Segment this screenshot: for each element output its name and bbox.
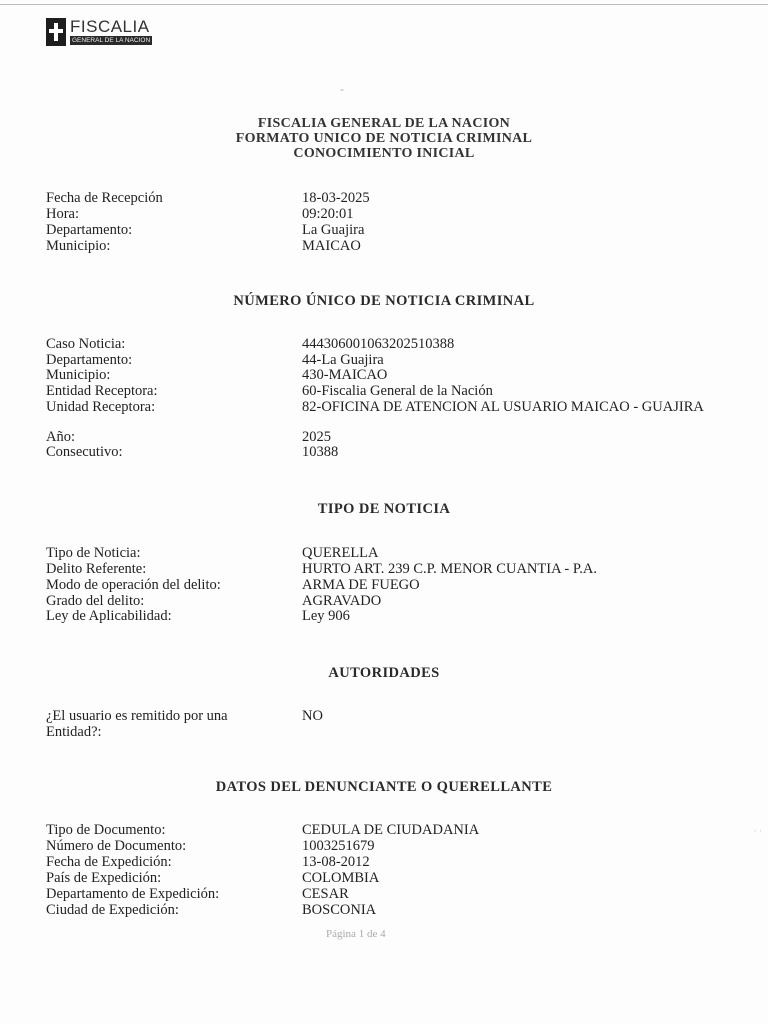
field-value: La Guajira	[302, 222, 365, 238]
field-label: Año:	[46, 429, 75, 445]
field-value: 60-Fiscalia General de la Nación	[302, 383, 493, 399]
field-value: QUERELLA	[302, 545, 379, 561]
field-value: 10388	[302, 444, 339, 460]
fiscalia-logo	[46, 18, 152, 46]
field-label: Modo de operación del delito:	[46, 577, 221, 593]
header-line-2: FORMATO UNICO DE NOTICIA CRIMINAL	[235, 131, 533, 146]
field-value: 09:20:01	[302, 206, 354, 222]
field-value: COLOMBIA	[302, 870, 380, 886]
field-value: 44-La Guajira	[302, 352, 384, 368]
logo-name: FISCALIA	[70, 17, 150, 36]
field-label: Municipio:	[46, 367, 111, 383]
field-label: Fecha de Recepción	[46, 190, 163, 206]
field-value: 444306001063202510388	[302, 336, 455, 352]
field-label: Departamento de Expedición:	[46, 886, 220, 902]
field-label: Tipo de Documento:	[46, 822, 166, 838]
field-label: Número de Documento:	[46, 838, 187, 854]
header-mark: -	[340, 82, 344, 96]
section-title-tipo-noticia: TIPO DE NOTICIA	[317, 501, 451, 517]
document-header	[0, 116, 768, 161]
field-value: HURTO ART. 239 C.P. MENOR CUANTIA - P.A.	[302, 561, 598, 577]
field-label: Municipio:	[46, 238, 111, 254]
field-value: BOSCONIA	[302, 902, 377, 918]
field-value: AGRAVADO	[302, 593, 382, 609]
field-value: MAICAO	[302, 238, 361, 254]
field-value: CESAR	[302, 886, 349, 902]
field-label: Hora:	[46, 206, 80, 222]
section-title-denunciante: DATOS DEL DENUNCIANTE O QUERELLANTE	[215, 779, 553, 795]
field-label: Consecutivo:	[46, 444, 123, 460]
field-value: 430-MAICAO	[302, 367, 388, 383]
field-label: Departamento:	[46, 222, 133, 238]
field-label: Departamento:	[46, 352, 133, 368]
field-value: Ley 906	[302, 608, 350, 624]
page-footer: Página 1 de 4	[326, 928, 386, 940]
field-value: 1003251679	[302, 838, 375, 854]
cross-emblem-icon	[46, 18, 66, 46]
header-line-1: FISCALIA GENERAL DE LA NACION	[257, 116, 511, 131]
field-label: Unidad Receptora:	[46, 399, 156, 415]
header-line-3: CONOCIMIENTO INICIAL	[293, 146, 475, 161]
field-label: Caso Noticia:	[46, 336, 126, 352]
top-border-line	[0, 4, 768, 5]
field-label: ¿El usuario es remitido por una Entidad?:	[46, 708, 228, 740]
logo-subtitle: GENERAL DE LA NACION	[72, 37, 151, 44]
field-label: Entidad Receptora:	[46, 383, 158, 399]
field-label: Ciudad de Expedición:	[46, 902, 179, 918]
section-title-numero-unico: NÚMERO ÚNICO DE NOTICIA CRIMINAL	[233, 293, 535, 309]
field-value: 2025	[302, 429, 331, 445]
scan-speck: · ·	[753, 826, 762, 836]
field-value: 82-OFICINA DE ATENCION AL USUARIO MAICAO - GUAJIRA	[302, 399, 704, 415]
field-label: Ley de Aplicabilidad:	[46, 608, 172, 624]
field-value: 13-08-2012	[302, 854, 370, 870]
field-label: Fecha de Expedición:	[46, 854, 172, 870]
section-title-autoridades: AUTORIDADES	[328, 665, 440, 681]
field-label: País de Expedición:	[46, 870, 162, 886]
field-value: 18-03-2025	[302, 190, 370, 206]
field-label: Tipo de Noticia:	[46, 545, 141, 561]
field-value: NO	[302, 708, 323, 724]
field-value: CEDULA DE CIUDADANIA	[302, 822, 480, 838]
field-label: Delito Referente:	[46, 561, 147, 577]
field-value: ARMA DE FUEGO	[302, 577, 420, 593]
field-label: Grado del delito:	[46, 593, 145, 609]
logo-text	[70, 18, 152, 45]
